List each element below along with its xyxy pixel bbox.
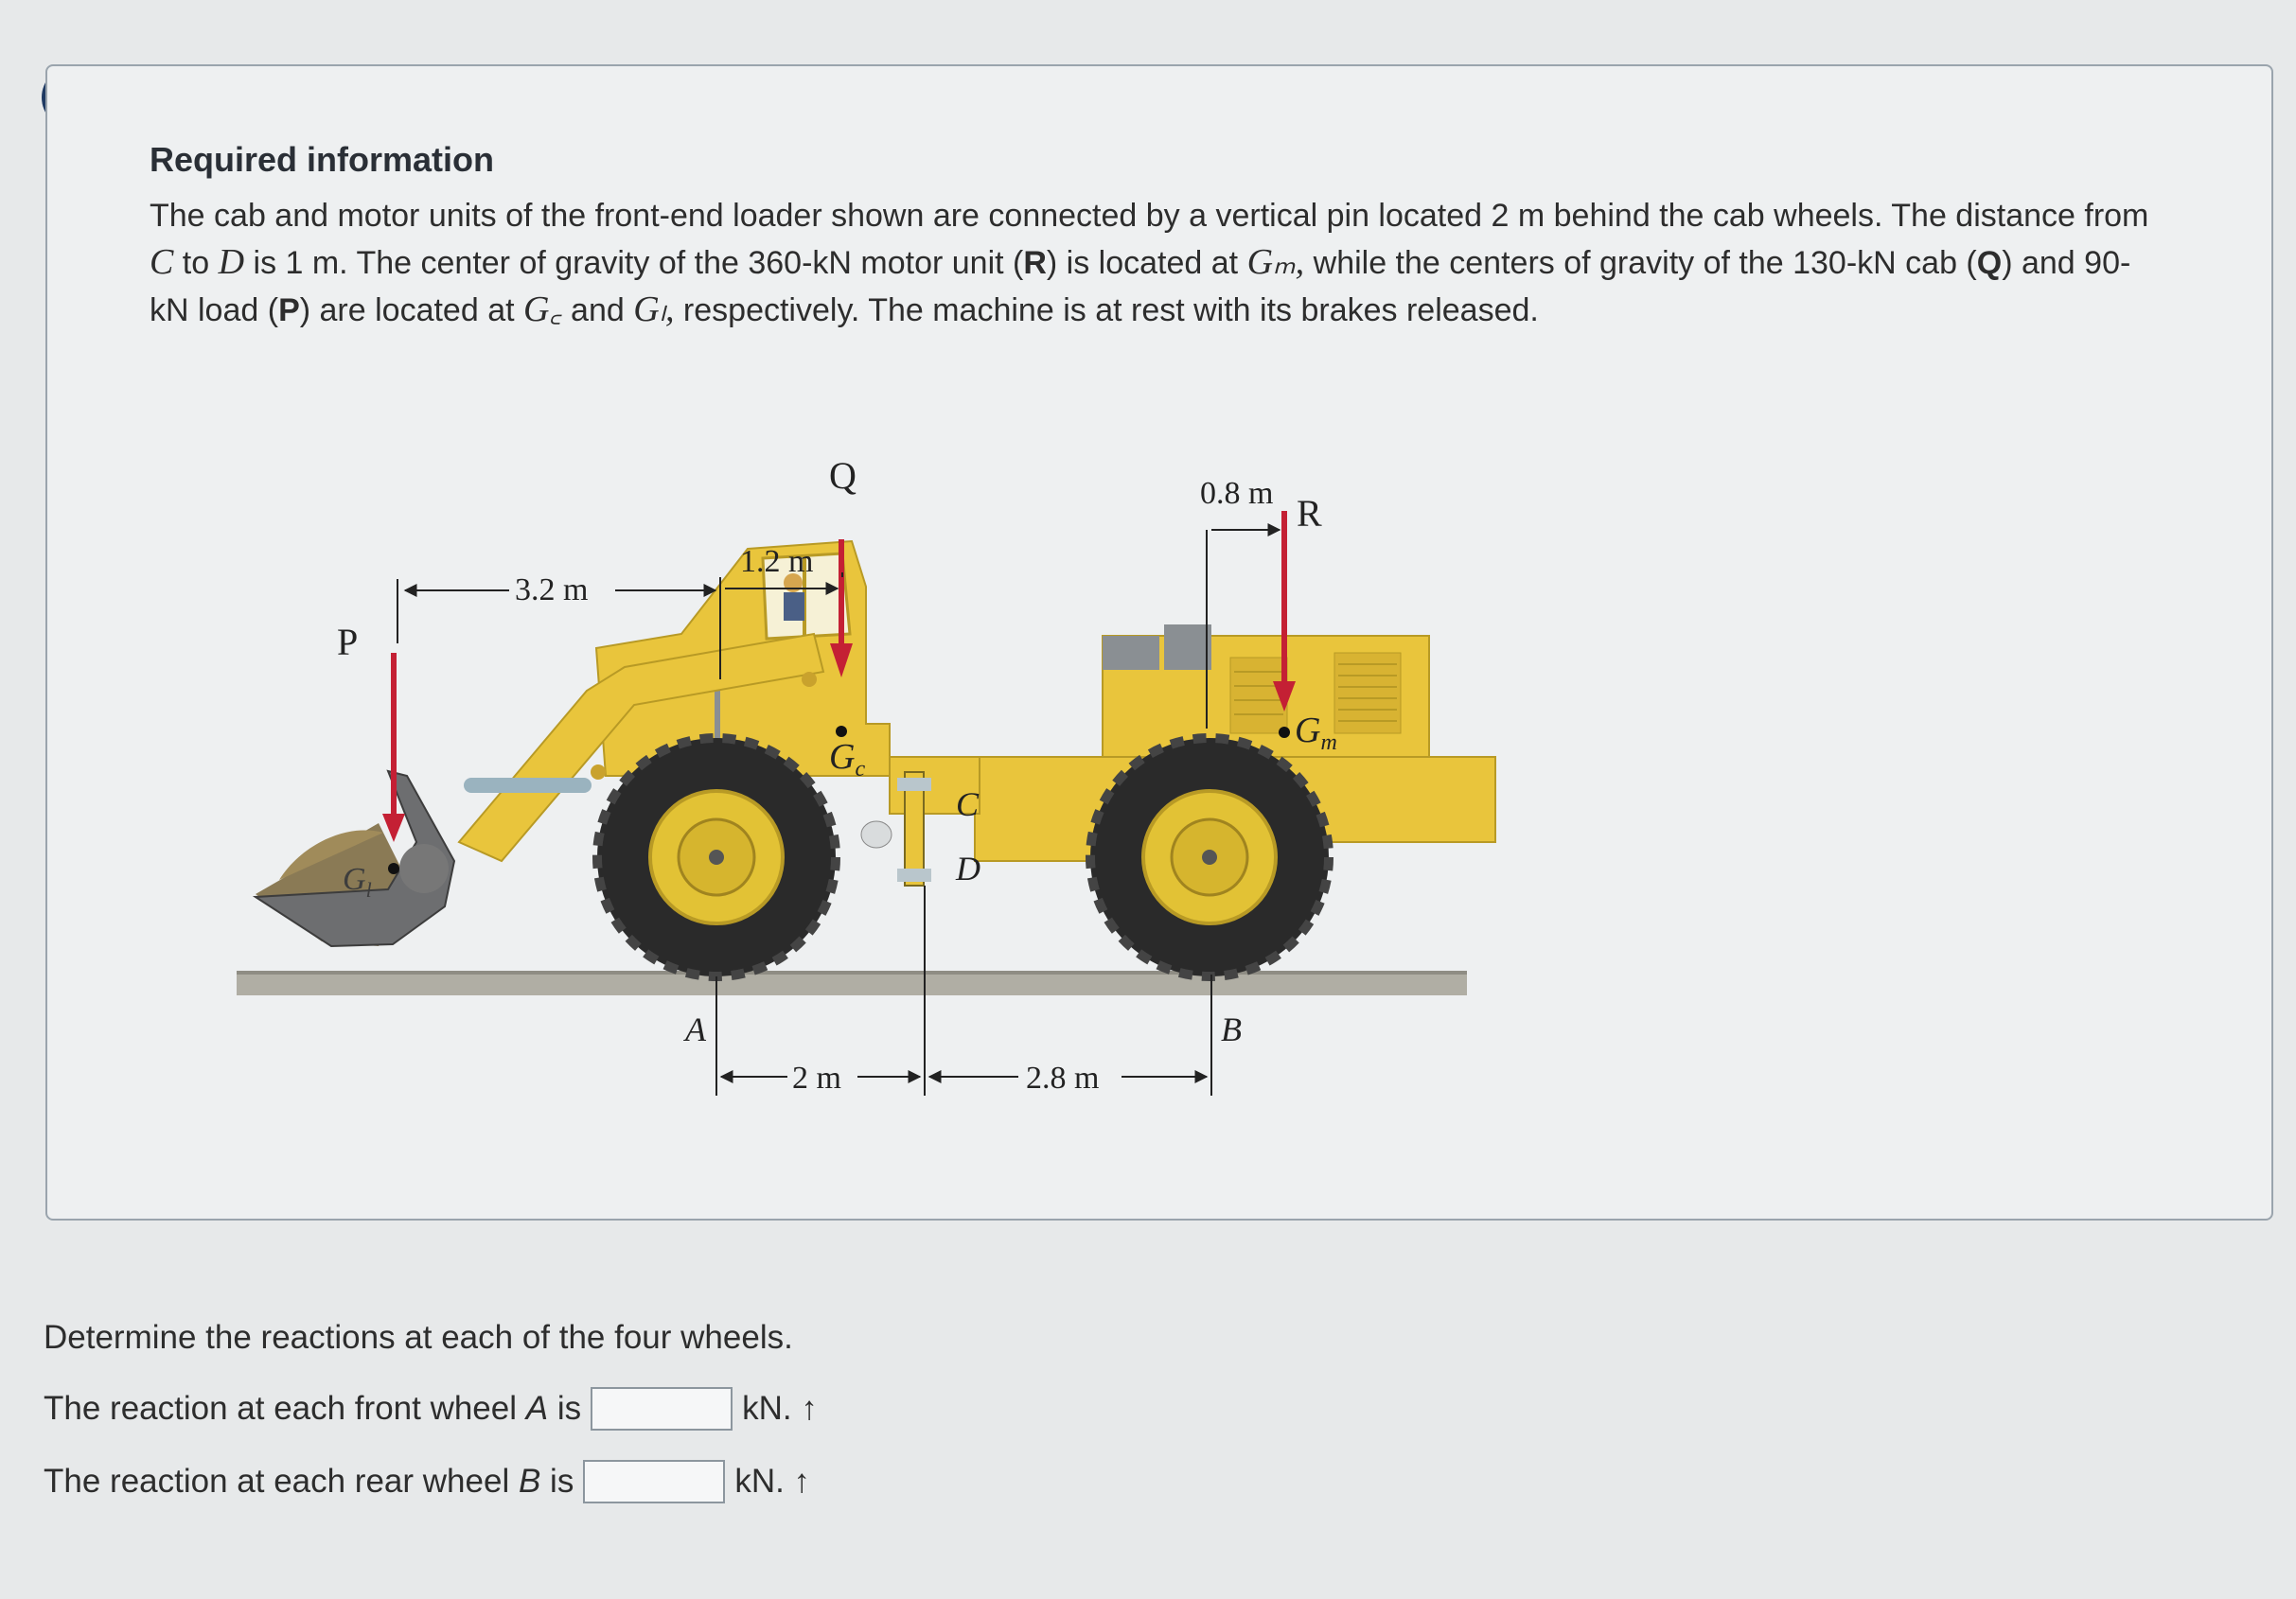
label-Q: Q (829, 454, 857, 497)
answer-row-front-wheel (44, 1387, 818, 1431)
front-wheel (597, 738, 836, 976)
answer-row-rear-wheel (44, 1460, 810, 1503)
problem-statement: The cab and motor units of the front-end loader shown are connected by a vertical pin located 2 m behind the cab wheels. The distance from C to D is 1 m. The center of gravity of the 360-kN motor unit (R) is located at Gₘ, while the centers of gravity of the 130-kN cab (Q) and 90-kN load (P) are located at G꜀ and Gₗ, respectively. The machine is at rest with its brakes released. (150, 198, 2149, 329)
rear-wheel (1090, 738, 1329, 976)
label-Gc: $G_c$ (829, 737, 866, 782)
answer-label-front: The reaction at each front wheel A is (44, 1390, 582, 1427)
bucket (256, 771, 454, 946)
label-A: A (685, 1010, 706, 1048)
label-Gm: $G_m$ (1295, 711, 1337, 755)
question-text: Determine the reactions at each of the four wheels. (44, 1319, 793, 1356)
force-arrow-Q (839, 539, 844, 643)
label-P: P (337, 621, 359, 663)
force-arrow-R (1281, 511, 1287, 681)
dim-1-2m: 1.2 m (740, 544, 814, 579)
answer-unit-front: kN. ↑ (742, 1390, 818, 1427)
panel-heading: Required information (150, 140, 495, 179)
label-B: B (1221, 1010, 1242, 1048)
dim-0-8m: 0.8 m (1200, 476, 1274, 511)
answer-unit-rear: kN. ↑ (734, 1463, 811, 1500)
loader-figure (189, 445, 1533, 1126)
dim-2m: 2 m (792, 1061, 841, 1096)
label-Gl: $G_l$ (343, 862, 372, 902)
label-D: D (956, 850, 980, 887)
answer-label-rear: The reaction at each rear wheel B is (44, 1463, 574, 1500)
rear-wheel-reaction-input[interactable] (583, 1460, 725, 1503)
label-C: C (956, 785, 980, 823)
front-wheel-reaction-input[interactable] (591, 1387, 733, 1431)
dim-2-8m: 2.8 m (1026, 1061, 1100, 1096)
dim-3-2m: 3.2 m (515, 572, 589, 607)
label-R: R (1297, 492, 1322, 535)
force-arrow-P (391, 653, 397, 814)
